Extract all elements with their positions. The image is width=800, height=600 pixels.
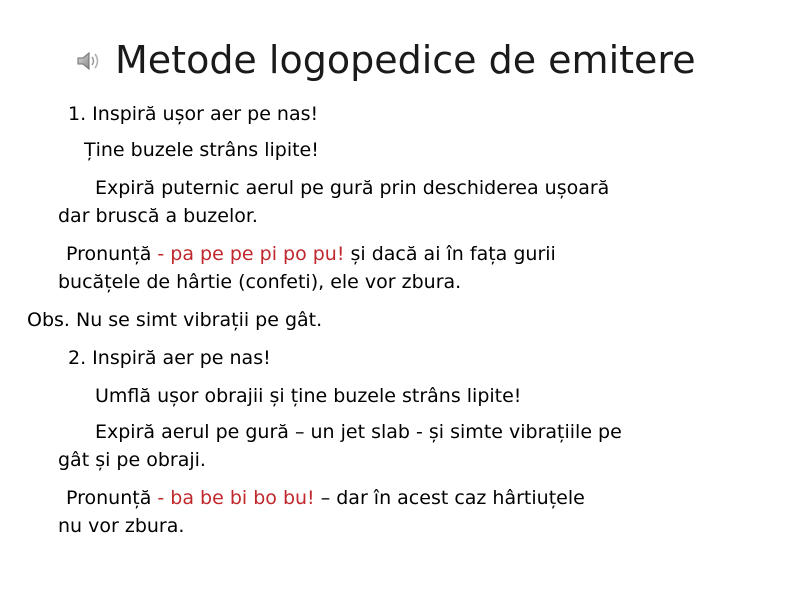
step1-exhale-line-cont <box>58 202 258 231</box>
text-segment: gât și pe obraji. <box>58 449 206 471</box>
text-segment: și dacă ai în fața gurii <box>344 243 556 265</box>
step2-pronounce-line-cont <box>58 512 184 541</box>
text-segment: Expiră aerul pe gură – un jet slab - și simte vibrațiile pe <box>95 421 622 443</box>
step1-pronounce-line-cont <box>58 268 461 297</box>
syllables-highlight: - pa pe pe pi po pu! <box>151 243 345 265</box>
text-segment: Pronunță <box>66 487 152 509</box>
step2-exhale-line-cont <box>58 446 206 475</box>
observation-line <box>27 306 322 335</box>
text-segment: Ține buzele strâns lipite! <box>84 139 319 161</box>
speaker-sound-icon[interactable] <box>76 50 102 72</box>
step2-inhale-line <box>68 344 271 373</box>
step1-pronounce-line <box>66 240 556 269</box>
text-segment: – dar în acest caz hârtiuțele <box>314 487 585 509</box>
step1-inhale-line <box>68 100 318 129</box>
text-segment: 1. Inspiră ușor aer pe nas! <box>68 103 319 125</box>
text-segment: Pronunță <box>66 243 152 265</box>
title-row <box>0 30 800 94</box>
step2-cheeks-line <box>95 382 521 411</box>
step1-exhale-line <box>95 174 609 203</box>
text-segment: bucățele de hârtie (confeti), ele vor zbura. <box>58 271 462 293</box>
text-segment: Umflă ușor obrajii și ține buzele strâns lipite! <box>95 385 522 407</box>
text-segment: dar bruscă a buzelor. <box>58 205 258 227</box>
slide-title: Metode logopedice de emitere <box>115 38 696 82</box>
step2-exhale-line <box>95 418 622 447</box>
text-segment: nu vor zbura. <box>58 515 185 537</box>
text-segment: Expiră puternic aerul pe gură prin deschiderea ușoară <box>95 177 610 199</box>
syllables-highlight: - ba be bi bo bu! <box>151 487 315 509</box>
step1-lips-line <box>84 136 319 165</box>
text-segment: 2. Inspiră aer pe nas! <box>68 347 271 369</box>
step2-pronounce-line <box>66 484 585 513</box>
text-segment: Obs. Nu se simt vibrații pe gât. <box>27 309 323 331</box>
